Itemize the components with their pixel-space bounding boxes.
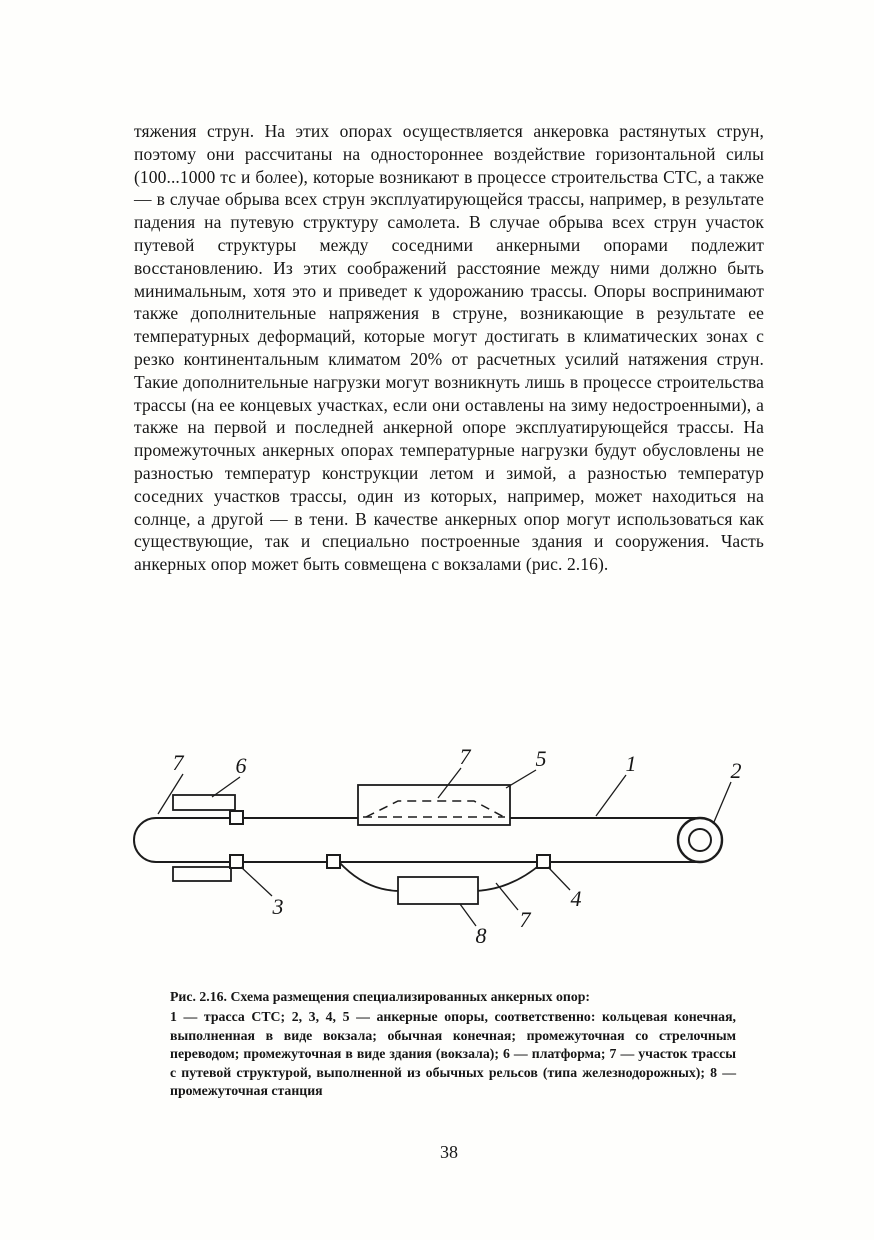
leader-7-bottom bbox=[496, 883, 518, 910]
anchor-support-bottom-right bbox=[537, 855, 550, 868]
figure-2-16 bbox=[0, 740, 874, 1100]
leader-3 bbox=[241, 867, 272, 896]
label-2: 2 bbox=[730, 758, 742, 783]
station-curve-left bbox=[339, 862, 400, 891]
platform-top bbox=[173, 795, 235, 810]
label-1: 1 bbox=[625, 751, 637, 776]
station-building bbox=[358, 785, 510, 825]
figure-caption-title: Рис. 2.16. Схема размещения специализированных анкерных опор: bbox=[170, 989, 590, 1004]
station-curve-right bbox=[476, 863, 542, 891]
diagram-anchor-supports-scheme bbox=[108, 740, 808, 972]
leader-2 bbox=[714, 782, 731, 822]
label-4: 4 bbox=[570, 886, 582, 911]
label-5: 5 bbox=[535, 746, 547, 771]
figure-caption-legend: 1 — трасса СТС; 2, 3, 4, 5 — анкерные опоры, соответственно: кольцевая конечная, выполненная в виде вокзала; обычная конечная; промежуточная со стрелочным переводом; промежуточная в виде здания (вокзала); 6 — платформа; 7 — участок трассы с путевой структурой, выполненной из обычных рельсов (типа железнодорожных); 8 — промежуточная станция bbox=[170, 1009, 736, 1099]
anchor-support-bottom-left bbox=[230, 855, 243, 868]
leader-8 bbox=[460, 904, 476, 926]
label-7-bottom: 7 bbox=[519, 907, 531, 932]
leader-5 bbox=[506, 770, 536, 788]
leader-6 bbox=[212, 777, 240, 797]
diagram-svg bbox=[108, 740, 808, 972]
body-paragraph: тяжения струн. На этих опорах осуществляется анкеровка растянутых струн, поэтому они рассчитаны на одностороннее воздействие горизонтальной силы (100...1000 тс и более), которые возникают в процессе строительства СТС, а также — в случае обрыва всех струн эксплуатирующейся трассы, например, в результате падения на путевую структуру самолета. В случае обрыва всех струн участок путевой структуры между соседними анкерными опорами подлежит восстановлению. Из этих соображений расстояние между ними должно быть минимальным, хотя это и приведет к удорожанию трассы. Опоры воспринимают также дополнительные напряжения в струне, возникающие в результате ее температурных деформаций, которые могут достигать в климатических зонах с резко континентальным климатом 20% от расчетных усилий натяжения струн. Такие дополнительные нагрузки могут возникнуть лишь в процессе строительства трассы (на ее концевых участках, если они оставлены на зиму недостроенными), а также на первой и последней анкерной опоре эксплуатирующейся трассы. На промежуточных анкерных опорах температурные нагрузки будут обусловлены не разностью температур конструкции летом и зимой, а разностью температур соседних участков трассы, один из которых, например, может находиться на солнце, а другой — в тени. В качестве анкерных опор могут использоваться как существующие, так и специально построенные здания и сооружения. Часть анкерных опор может быть совмещена с вокзалами (рис. 2.16). bbox=[134, 121, 764, 575]
label-7-building: 7 bbox=[459, 744, 471, 769]
figure-caption bbox=[170, 988, 736, 1100]
label-3: 3 bbox=[272, 894, 284, 919]
anchor-support-top-left bbox=[230, 811, 243, 824]
anchor-support-bottom-mid bbox=[327, 855, 340, 868]
ring-terminal-outer bbox=[678, 818, 722, 862]
label-8: 8 bbox=[475, 923, 487, 948]
leader-1 bbox=[596, 775, 626, 816]
label-7-top-left: 7 bbox=[172, 750, 184, 775]
label-6: 6 bbox=[235, 753, 247, 778]
page-number: 38 bbox=[440, 1142, 458, 1162]
leader-4 bbox=[548, 867, 570, 890]
intermediate-station bbox=[398, 877, 478, 904]
platform-bottom bbox=[173, 867, 231, 881]
